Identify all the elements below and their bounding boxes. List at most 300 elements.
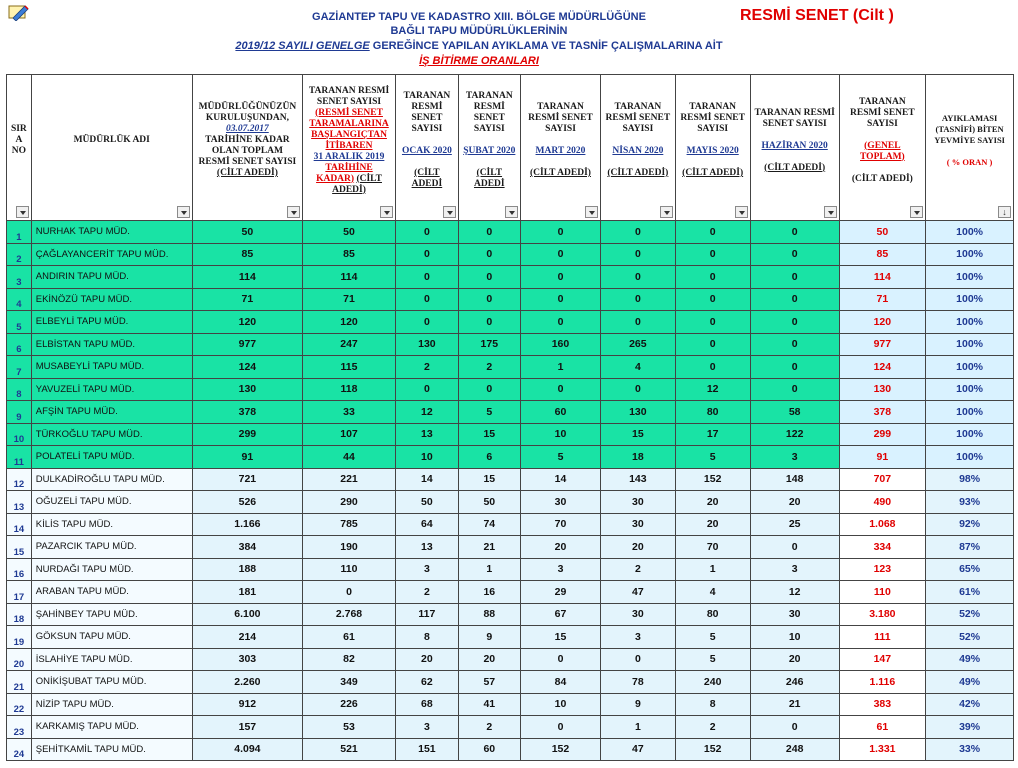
value-c5[interactable]: 14 (520, 468, 600, 491)
row-number[interactable]: 6 (7, 333, 32, 356)
filter-dropdown-icon[interactable] (16, 206, 29, 218)
value-c1[interactable]: 2.260 (192, 671, 302, 694)
value-c7[interactable]: 5 (675, 648, 750, 671)
office-name[interactable]: ARABAN TAPU MÜD. (31, 581, 192, 604)
value-c3[interactable]: 2 (395, 581, 458, 604)
value-c1[interactable]: 1.166 (192, 513, 302, 536)
value-c7[interactable]: 0 (675, 221, 750, 244)
row-number[interactable]: 17 (7, 581, 32, 604)
row-number[interactable]: 3 (7, 266, 32, 289)
value-c3[interactable]: 13 (395, 536, 458, 559)
completion-percent[interactable]: 100% (926, 221, 1014, 244)
value-c3[interactable]: 0 (395, 311, 458, 334)
value-c5[interactable]: 10 (520, 423, 600, 446)
value-c8[interactable]: 0 (750, 536, 839, 559)
value-c8[interactable]: 21 (750, 693, 839, 716)
value-c1[interactable]: 120 (192, 311, 302, 334)
value-c7[interactable]: 70 (675, 536, 750, 559)
value-c4[interactable]: 21 (458, 536, 520, 559)
row-number[interactable]: 21 (7, 671, 32, 694)
value-c6[interactable]: 0 (601, 266, 675, 289)
value-c5[interactable]: 10 (520, 693, 600, 716)
value-c3[interactable]: 151 (395, 738, 458, 761)
value-c8[interactable]: 58 (750, 401, 839, 424)
value-c6[interactable]: 265 (601, 333, 675, 356)
value-c6[interactable]: 9 (601, 693, 675, 716)
value-c6[interactable]: 20 (601, 536, 675, 559)
completion-percent[interactable]: 33% (926, 738, 1014, 761)
value-c8[interactable]: 0 (750, 716, 839, 739)
completion-percent[interactable]: 100% (926, 288, 1014, 311)
value-c5[interactable]: 70 (520, 513, 600, 536)
row-number[interactable]: 24 (7, 738, 32, 761)
value-c7[interactable]: 0 (675, 333, 750, 356)
value-c1[interactable]: 384 (192, 536, 302, 559)
general-total[interactable]: 91 (839, 446, 926, 469)
completion-percent[interactable]: 100% (926, 356, 1014, 379)
row-number[interactable]: 14 (7, 513, 32, 536)
office-name[interactable]: TÜRKOĞLU TAPU MÜD. (31, 423, 192, 446)
completion-percent[interactable]: 100% (926, 311, 1014, 334)
row-number[interactable]: 7 (7, 356, 32, 379)
general-total[interactable]: 977 (839, 333, 926, 356)
value-c6[interactable]: 30 (601, 603, 675, 626)
value-c4[interactable]: 0 (458, 266, 520, 289)
general-total[interactable]: 124 (839, 356, 926, 379)
value-c3[interactable]: 0 (395, 221, 458, 244)
row-number[interactable]: 1 (7, 221, 32, 244)
value-c8[interactable]: 25 (750, 513, 839, 536)
row-number[interactable]: 18 (7, 603, 32, 626)
filter-dropdown-icon[interactable] (660, 206, 673, 218)
general-total[interactable]: 490 (839, 491, 926, 514)
general-total[interactable]: 1.331 (839, 738, 926, 761)
value-c4[interactable]: 16 (458, 581, 520, 604)
value-c2[interactable]: 115 (303, 356, 396, 379)
office-name[interactable]: AFŞİN TAPU MÜD. (31, 401, 192, 424)
completion-percent[interactable]: 87% (926, 536, 1014, 559)
value-c1[interactable]: 114 (192, 266, 302, 289)
completion-percent[interactable]: 100% (926, 243, 1014, 266)
value-c4[interactable]: 0 (458, 288, 520, 311)
office-name[interactable]: OĞUZELİ TAPU MÜD. (31, 491, 192, 514)
value-c8[interactable]: 0 (750, 266, 839, 289)
value-c1[interactable]: 4.094 (192, 738, 302, 761)
value-c4[interactable]: 2 (458, 356, 520, 379)
value-c5[interactable]: 0 (520, 648, 600, 671)
value-c3[interactable]: 64 (395, 513, 458, 536)
value-c2[interactable]: 118 (303, 378, 396, 401)
completion-percent[interactable]: 100% (926, 378, 1014, 401)
value-c1[interactable]: 378 (192, 401, 302, 424)
value-c8[interactable]: 10 (750, 626, 839, 649)
value-c5[interactable]: 3 (520, 558, 600, 581)
value-c3[interactable]: 0 (395, 288, 458, 311)
value-c5[interactable]: 84 (520, 671, 600, 694)
value-c4[interactable]: 41 (458, 693, 520, 716)
office-name[interactable]: NURDAĞI TAPU MÜD. (31, 558, 192, 581)
value-c3[interactable]: 2 (395, 356, 458, 379)
row-number[interactable]: 2 (7, 243, 32, 266)
value-c2[interactable]: 33 (303, 401, 396, 424)
value-c5[interactable]: 15 (520, 626, 600, 649)
value-c5[interactable]: 152 (520, 738, 600, 761)
value-c5[interactable]: 0 (520, 266, 600, 289)
value-c7[interactable]: 5 (675, 446, 750, 469)
value-c7[interactable]: 20 (675, 491, 750, 514)
value-c8[interactable]: 248 (750, 738, 839, 761)
filter-dropdown-icon[interactable] (505, 206, 518, 218)
value-c3[interactable]: 130 (395, 333, 458, 356)
value-c3[interactable]: 62 (395, 671, 458, 694)
value-c7[interactable]: 0 (675, 311, 750, 334)
value-c4[interactable]: 57 (458, 671, 520, 694)
general-total[interactable]: 3.180 (839, 603, 926, 626)
row-number[interactable]: 15 (7, 536, 32, 559)
value-c4[interactable]: 0 (458, 311, 520, 334)
value-c6[interactable]: 18 (601, 446, 675, 469)
office-name[interactable]: DULKADİROĞLU TAPU MÜD. (31, 468, 192, 491)
value-c3[interactable]: 68 (395, 693, 458, 716)
completion-percent[interactable]: 93% (926, 491, 1014, 514)
general-total[interactable]: 147 (839, 648, 926, 671)
value-c8[interactable]: 0 (750, 221, 839, 244)
value-c8[interactable]: 0 (750, 356, 839, 379)
value-c7[interactable]: 240 (675, 671, 750, 694)
value-c1[interactable]: 912 (192, 693, 302, 716)
value-c3[interactable]: 50 (395, 491, 458, 514)
row-number[interactable]: 20 (7, 648, 32, 671)
row-number[interactable]: 16 (7, 558, 32, 581)
value-c8[interactable]: 3 (750, 558, 839, 581)
filter-dropdown-icon[interactable] (910, 206, 923, 218)
value-c5[interactable]: 20 (520, 536, 600, 559)
value-c6[interactable]: 0 (601, 311, 675, 334)
value-c6[interactable]: 1 (601, 716, 675, 739)
value-c3[interactable]: 12 (395, 401, 458, 424)
value-c7[interactable]: 0 (675, 243, 750, 266)
value-c7[interactable]: 5 (675, 626, 750, 649)
value-c1[interactable]: 91 (192, 446, 302, 469)
value-c3[interactable]: 117 (395, 603, 458, 626)
office-name[interactable]: NURHAK TAPU MÜD. (31, 221, 192, 244)
value-c6[interactable]: 0 (601, 288, 675, 311)
completion-percent[interactable]: 52% (926, 603, 1014, 626)
value-c4[interactable]: 5 (458, 401, 520, 424)
value-c3[interactable]: 0 (395, 243, 458, 266)
value-c2[interactable]: 71 (303, 288, 396, 311)
value-c6[interactable]: 0 (601, 243, 675, 266)
value-c7[interactable]: 12 (675, 378, 750, 401)
value-c2[interactable]: 61 (303, 626, 396, 649)
general-total[interactable]: 71 (839, 288, 926, 311)
filter-dropdown-icon[interactable] (287, 206, 300, 218)
value-c2[interactable]: 247 (303, 333, 396, 356)
value-c5[interactable]: 0 (520, 288, 600, 311)
value-c5[interactable]: 0 (520, 378, 600, 401)
office-name[interactable]: ELBEYLİ TAPU MÜD. (31, 311, 192, 334)
value-c6[interactable]: 30 (601, 513, 675, 536)
value-c5[interactable]: 0 (520, 311, 600, 334)
value-c2[interactable]: 50 (303, 221, 396, 244)
general-total[interactable]: 378 (839, 401, 926, 424)
value-c5[interactable]: 160 (520, 333, 600, 356)
filter-dropdown-icon[interactable] (380, 206, 393, 218)
value-c1[interactable]: 124 (192, 356, 302, 379)
value-c2[interactable]: 349 (303, 671, 396, 694)
value-c7[interactable]: 152 (675, 738, 750, 761)
value-c4[interactable]: 0 (458, 243, 520, 266)
value-c7[interactable]: 1 (675, 558, 750, 581)
filter-dropdown-icon[interactable] (735, 206, 748, 218)
value-c8[interactable]: 0 (750, 311, 839, 334)
filter-dropdown-icon[interactable] (177, 206, 190, 218)
value-c2[interactable]: 82 (303, 648, 396, 671)
completion-percent[interactable]: 100% (926, 266, 1014, 289)
value-c2[interactable]: 221 (303, 468, 396, 491)
value-c1[interactable]: 6.100 (192, 603, 302, 626)
office-name[interactable]: MUSABEYLİ TAPU MÜD. (31, 356, 192, 379)
row-number[interactable]: 13 (7, 491, 32, 514)
value-c3[interactable]: 8 (395, 626, 458, 649)
general-total[interactable]: 130 (839, 378, 926, 401)
value-c5[interactable]: 0 (520, 243, 600, 266)
completion-percent[interactable]: 98% (926, 468, 1014, 491)
completion-percent[interactable]: 61% (926, 581, 1014, 604)
value-c8[interactable]: 246 (750, 671, 839, 694)
value-c1[interactable]: 157 (192, 716, 302, 739)
completion-percent[interactable]: 42% (926, 693, 1014, 716)
office-name[interactable]: NİZİP TAPU MÜD. (31, 693, 192, 716)
value-c4[interactable]: 0 (458, 221, 520, 244)
value-c7[interactable]: 8 (675, 693, 750, 716)
value-c1[interactable]: 526 (192, 491, 302, 514)
value-c2[interactable]: 785 (303, 513, 396, 536)
completion-percent[interactable]: 100% (926, 333, 1014, 356)
value-c2[interactable]: 110 (303, 558, 396, 581)
value-c4[interactable]: 20 (458, 648, 520, 671)
value-c6[interactable]: 15 (601, 423, 675, 446)
value-c6[interactable]: 143 (601, 468, 675, 491)
value-c4[interactable]: 60 (458, 738, 520, 761)
value-c2[interactable]: 44 (303, 446, 396, 469)
office-name[interactable]: ELBİSTAN TAPU MÜD. (31, 333, 192, 356)
circular-link[interactable]: 2019/12 SAYILI GENELGE (235, 40, 370, 52)
value-c7[interactable]: 80 (675, 603, 750, 626)
office-name[interactable]: ŞAHİNBEY TAPU MÜD. (31, 603, 192, 626)
value-c4[interactable]: 9 (458, 626, 520, 649)
value-c6[interactable]: 47 (601, 738, 675, 761)
value-c6[interactable]: 0 (601, 648, 675, 671)
value-c5[interactable]: 60 (520, 401, 600, 424)
value-c5[interactable]: 29 (520, 581, 600, 604)
value-c4[interactable]: 50 (458, 491, 520, 514)
value-c6[interactable]: 0 (601, 378, 675, 401)
row-number[interactable]: 19 (7, 626, 32, 649)
general-total[interactable]: 299 (839, 423, 926, 446)
completion-percent[interactable]: 92% (926, 513, 1014, 536)
filter-dropdown-icon[interactable] (443, 206, 456, 218)
value-c5[interactable]: 1 (520, 356, 600, 379)
value-c1[interactable]: 214 (192, 626, 302, 649)
value-c8[interactable]: 148 (750, 468, 839, 491)
completion-percent[interactable]: 100% (926, 401, 1014, 424)
value-c2[interactable]: 521 (303, 738, 396, 761)
value-c1[interactable]: 721 (192, 468, 302, 491)
value-c6[interactable]: 3 (601, 626, 675, 649)
value-c7[interactable]: 2 (675, 716, 750, 739)
value-c6[interactable]: 4 (601, 356, 675, 379)
value-c5[interactable]: 30 (520, 491, 600, 514)
value-c3[interactable]: 3 (395, 716, 458, 739)
general-total[interactable]: 123 (839, 558, 926, 581)
filter-dropdown-icon[interactable] (824, 206, 837, 218)
office-name[interactable]: KARKAMIŞ TAPU MÜD. (31, 716, 192, 739)
value-c2[interactable]: 120 (303, 311, 396, 334)
value-c6[interactable]: 47 (601, 581, 675, 604)
value-c2[interactable]: 190 (303, 536, 396, 559)
value-c4[interactable]: 15 (458, 423, 520, 446)
general-total[interactable]: 114 (839, 266, 926, 289)
value-c1[interactable]: 299 (192, 423, 302, 446)
general-total[interactable]: 334 (839, 536, 926, 559)
office-name[interactable]: EKİNÖZÜ TAPU MÜD. (31, 288, 192, 311)
value-c8[interactable]: 12 (750, 581, 839, 604)
office-name[interactable]: ONİKİŞUBAT TAPU MÜD. (31, 671, 192, 694)
value-c4[interactable]: 6 (458, 446, 520, 469)
value-c3[interactable]: 10 (395, 446, 458, 469)
office-name[interactable]: ANDIRIN TAPU MÜD. (31, 266, 192, 289)
value-c4[interactable]: 175 (458, 333, 520, 356)
value-c8[interactable]: 122 (750, 423, 839, 446)
value-c1[interactable]: 977 (192, 333, 302, 356)
value-c8[interactable]: 0 (750, 378, 839, 401)
value-c4[interactable]: 88 (458, 603, 520, 626)
value-c3[interactable]: 3 (395, 558, 458, 581)
row-number[interactable]: 10 (7, 423, 32, 446)
value-c1[interactable]: 181 (192, 581, 302, 604)
value-c1[interactable]: 85 (192, 243, 302, 266)
office-name[interactable]: PAZARCIK TAPU MÜD. (31, 536, 192, 559)
value-c6[interactable]: 0 (601, 221, 675, 244)
sort-descending-icon[interactable] (998, 206, 1011, 218)
filter-dropdown-icon[interactable] (585, 206, 598, 218)
value-c8[interactable]: 20 (750, 648, 839, 671)
value-c5[interactable]: 67 (520, 603, 600, 626)
general-total[interactable]: 111 (839, 626, 926, 649)
value-c7[interactable]: 152 (675, 468, 750, 491)
completion-percent[interactable]: 49% (926, 648, 1014, 671)
value-c7[interactable]: 0 (675, 288, 750, 311)
office-name[interactable]: ŞEHİTKAMİL TAPU MÜD. (31, 738, 192, 761)
completion-percent[interactable]: 100% (926, 423, 1014, 446)
value-c6[interactable]: 30 (601, 491, 675, 514)
general-total[interactable]: 85 (839, 243, 926, 266)
value-c6[interactable]: 2 (601, 558, 675, 581)
completion-percent[interactable]: 65% (926, 558, 1014, 581)
value-c7[interactable]: 4 (675, 581, 750, 604)
value-c2[interactable]: 107 (303, 423, 396, 446)
value-c4[interactable]: 0 (458, 378, 520, 401)
row-number[interactable]: 5 (7, 311, 32, 334)
general-total[interactable]: 1.116 (839, 671, 926, 694)
value-c6[interactable]: 78 (601, 671, 675, 694)
general-total[interactable]: 707 (839, 468, 926, 491)
value-c8[interactable]: 3 (750, 446, 839, 469)
office-name[interactable]: KİLİS TAPU MÜD. (31, 513, 192, 536)
value-c8[interactable]: 0 (750, 243, 839, 266)
office-name[interactable]: İSLAHİYE TAPU MÜD. (31, 648, 192, 671)
value-c4[interactable]: 15 (458, 468, 520, 491)
value-c8[interactable]: 20 (750, 491, 839, 514)
general-total[interactable]: 383 (839, 693, 926, 716)
general-total[interactable]: 120 (839, 311, 926, 334)
row-number[interactable]: 4 (7, 288, 32, 311)
general-total[interactable]: 1.068 (839, 513, 926, 536)
value-c3[interactable]: 13 (395, 423, 458, 446)
row-number[interactable]: 12 (7, 468, 32, 491)
value-c2[interactable]: 114 (303, 266, 396, 289)
completion-percent[interactable]: 39% (926, 716, 1014, 739)
value-c1[interactable]: 303 (192, 648, 302, 671)
value-c7[interactable]: 0 (675, 356, 750, 379)
office-name[interactable]: YAVUZELİ TAPU MÜD. (31, 378, 192, 401)
value-c1[interactable]: 50 (192, 221, 302, 244)
value-c8[interactable]: 0 (750, 333, 839, 356)
value-c1[interactable]: 188 (192, 558, 302, 581)
general-total[interactable]: 110 (839, 581, 926, 604)
completion-percent[interactable]: 49% (926, 671, 1014, 694)
office-name[interactable]: POLATELİ TAPU MÜD. (31, 446, 192, 469)
value-c3[interactable]: 0 (395, 266, 458, 289)
value-c2[interactable]: 290 (303, 491, 396, 514)
value-c6[interactable]: 130 (601, 401, 675, 424)
value-c2[interactable]: 2.768 (303, 603, 396, 626)
value-c1[interactable]: 71 (192, 288, 302, 311)
general-total[interactable]: 50 (839, 221, 926, 244)
value-c3[interactable]: 20 (395, 648, 458, 671)
office-name[interactable]: GÖKSUN TAPU MÜD. (31, 626, 192, 649)
value-c4[interactable]: 74 (458, 513, 520, 536)
value-c2[interactable]: 0 (303, 581, 396, 604)
value-c7[interactable]: 17 (675, 423, 750, 446)
value-c2[interactable]: 226 (303, 693, 396, 716)
row-number[interactable]: 11 (7, 446, 32, 469)
value-c2[interactable]: 85 (303, 243, 396, 266)
value-c8[interactable]: 0 (750, 288, 839, 311)
value-c7[interactable]: 20 (675, 513, 750, 536)
general-total[interactable]: 61 (839, 716, 926, 739)
value-c8[interactable]: 30 (750, 603, 839, 626)
office-name[interactable]: ÇAĞLAYANCERİT TAPU MÜD. (31, 243, 192, 266)
completion-percent[interactable]: 52% (926, 626, 1014, 649)
value-c5[interactable]: 0 (520, 716, 600, 739)
row-number[interactable]: 22 (7, 693, 32, 716)
value-c3[interactable]: 0 (395, 378, 458, 401)
value-c4[interactable]: 2 (458, 716, 520, 739)
value-c7[interactable]: 80 (675, 401, 750, 424)
row-number[interactable]: 8 (7, 378, 32, 401)
value-c1[interactable]: 130 (192, 378, 302, 401)
row-number[interactable]: 23 (7, 716, 32, 739)
value-c3[interactable]: 14 (395, 468, 458, 491)
value-c5[interactable]: 5 (520, 446, 600, 469)
value-c4[interactable]: 1 (458, 558, 520, 581)
value-c5[interactable]: 0 (520, 221, 600, 244)
value-c7[interactable]: 0 (675, 266, 750, 289)
completion-percent[interactable]: 100% (926, 446, 1014, 469)
value-c2[interactable]: 53 (303, 716, 396, 739)
